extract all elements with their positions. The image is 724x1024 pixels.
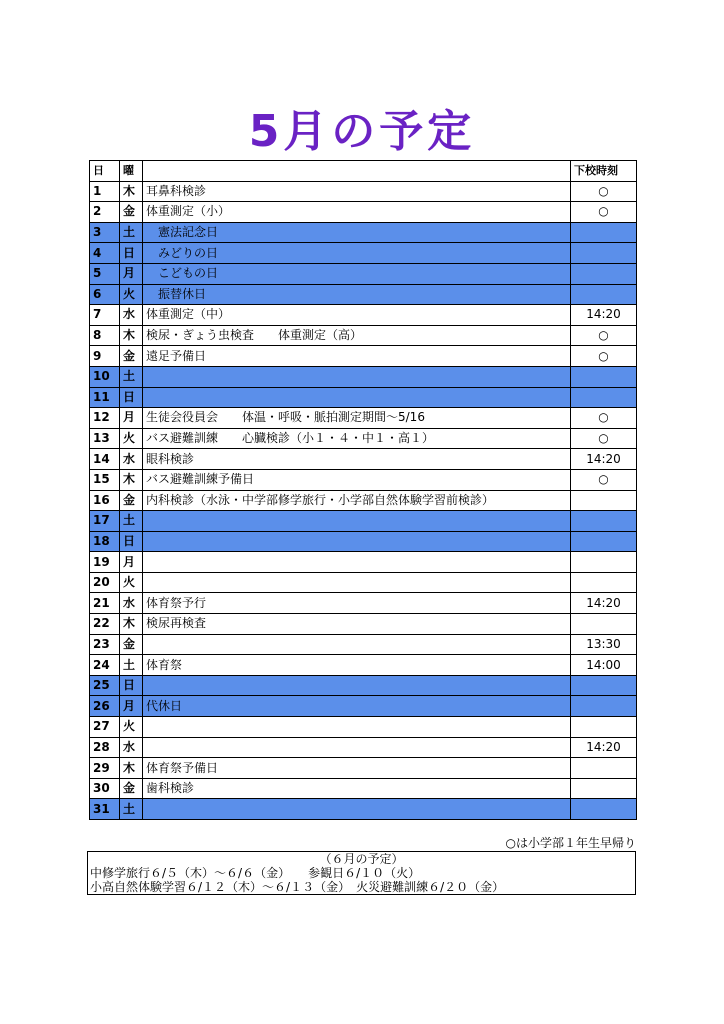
weekday-cell: 土 bbox=[120, 655, 143, 676]
table-row bbox=[90, 408, 637, 429]
event-cell: 検尿再検査 bbox=[143, 614, 571, 635]
table-row bbox=[90, 305, 637, 326]
dismissal-cell bbox=[571, 614, 637, 635]
table-row bbox=[90, 655, 637, 676]
table-row bbox=[90, 366, 637, 387]
event-cell bbox=[143, 511, 571, 532]
weekday-cell: 日 bbox=[120, 531, 143, 552]
day-cell: 10 bbox=[90, 366, 120, 387]
weekday-cell: 水 bbox=[120, 737, 143, 758]
table-row bbox=[90, 490, 637, 511]
table-row bbox=[90, 717, 637, 738]
dismissal-cell bbox=[571, 552, 637, 573]
event-cell: 生徒会役員会 体温・呼吸・脈拍測定期間～5/16 bbox=[143, 408, 571, 429]
day-cell: 21 bbox=[90, 593, 120, 614]
day-cell: 24 bbox=[90, 655, 120, 676]
weekday-cell: 日 bbox=[120, 387, 143, 408]
event-cell bbox=[143, 387, 571, 408]
weekday-cell: 火 bbox=[120, 284, 143, 305]
header-dismissal: 下校時刻 bbox=[571, 161, 637, 182]
table-row bbox=[90, 675, 637, 696]
dismissal-cell bbox=[571, 696, 637, 717]
day-cell: 11 bbox=[90, 387, 120, 408]
table-row bbox=[90, 696, 637, 717]
day-cell: 27 bbox=[90, 717, 120, 738]
dismissal-cell bbox=[571, 717, 637, 738]
day-cell: 4 bbox=[90, 243, 120, 264]
table-row bbox=[90, 428, 637, 449]
table-row bbox=[90, 243, 637, 264]
day-cell: 16 bbox=[90, 490, 120, 511]
weekday-cell: 土 bbox=[120, 511, 143, 532]
dismissal-cell: ○ bbox=[571, 408, 637, 429]
dismissal-cell: ○ bbox=[571, 346, 637, 367]
dismissal-cell bbox=[571, 284, 637, 305]
dismissal-cell bbox=[571, 243, 637, 264]
dismissal-cell bbox=[571, 531, 637, 552]
dismissal-cell: ○ bbox=[571, 202, 637, 223]
weekday-cell: 月 bbox=[120, 408, 143, 429]
day-cell: 15 bbox=[90, 469, 120, 490]
weekday-cell: 木 bbox=[120, 614, 143, 635]
dismissal-cell: ○ bbox=[571, 181, 637, 202]
weekday-cell: 水 bbox=[120, 449, 143, 470]
day-cell: 14 bbox=[90, 449, 120, 470]
event-cell bbox=[143, 366, 571, 387]
dismissal-cell bbox=[571, 572, 637, 593]
table-row bbox=[90, 449, 637, 470]
weekday-cell: 木 bbox=[120, 758, 143, 779]
dismissal-cell: ○ bbox=[571, 325, 637, 346]
dismissal-cell: 13:30 bbox=[571, 634, 637, 655]
day-cell: 30 bbox=[90, 778, 120, 799]
schedule-table bbox=[89, 160, 637, 820]
day-cell: 29 bbox=[90, 758, 120, 779]
weekday-cell: 金 bbox=[120, 202, 143, 223]
table-row bbox=[90, 737, 637, 758]
day-cell: 28 bbox=[90, 737, 120, 758]
table-row bbox=[90, 531, 637, 552]
table-row bbox=[90, 593, 637, 614]
june-line-2: 小高自然体験学習６/１２（木）～６/１３（金） 火災避難訓練６/２０（金） bbox=[90, 880, 505, 894]
event-cell: 体育祭 bbox=[143, 655, 571, 676]
event-cell bbox=[143, 717, 571, 738]
table-header-row bbox=[90, 161, 637, 182]
dismissal-cell bbox=[571, 799, 637, 820]
table-row bbox=[90, 387, 637, 408]
table-row bbox=[90, 634, 637, 655]
weekday-cell: 金 bbox=[120, 778, 143, 799]
event-cell bbox=[143, 675, 571, 696]
table-row bbox=[90, 614, 637, 635]
table-row bbox=[90, 469, 637, 490]
event-cell: 体育祭予行 bbox=[143, 593, 571, 614]
table-row bbox=[90, 511, 637, 532]
event-cell: こどもの日 bbox=[143, 263, 571, 284]
weekday-cell: 火 bbox=[120, 717, 143, 738]
table-row bbox=[90, 181, 637, 202]
weekday-cell: 土 bbox=[120, 222, 143, 243]
day-cell: 22 bbox=[90, 614, 120, 635]
day-cell: 2 bbox=[90, 202, 120, 223]
event-cell bbox=[143, 552, 571, 573]
dismissal-cell bbox=[571, 511, 637, 532]
dismissal-cell bbox=[571, 758, 637, 779]
weekday-cell: 日 bbox=[120, 243, 143, 264]
weekday-cell: 火 bbox=[120, 428, 143, 449]
day-cell: 17 bbox=[90, 511, 120, 532]
weekday-cell: 水 bbox=[120, 305, 143, 326]
day-cell: 8 bbox=[90, 325, 120, 346]
table-row bbox=[90, 202, 637, 223]
dismissal-cell bbox=[571, 366, 637, 387]
event-cell: 体重測定（中） bbox=[143, 305, 571, 326]
day-cell: 23 bbox=[90, 634, 120, 655]
weekday-cell: 金 bbox=[120, 490, 143, 511]
event-cell: 遠足予備日 bbox=[143, 346, 571, 367]
event-cell: 眼科検診 bbox=[143, 449, 571, 470]
event-cell: 耳鼻科検診 bbox=[143, 181, 571, 202]
dismissal-cell: 14:00 bbox=[571, 655, 637, 676]
day-cell: 18 bbox=[90, 531, 120, 552]
event-cell: 体重測定（小） bbox=[143, 202, 571, 223]
dismissal-cell: ○ bbox=[571, 469, 637, 490]
table-row bbox=[90, 263, 637, 284]
event-cell bbox=[143, 634, 571, 655]
table-row bbox=[90, 284, 637, 305]
day-cell: 13 bbox=[90, 428, 120, 449]
dismissal-cell bbox=[571, 675, 637, 696]
dismissal-cell bbox=[571, 778, 637, 799]
weekday-cell: 月 bbox=[120, 696, 143, 717]
weekday-cell: 木 bbox=[120, 325, 143, 346]
day-cell: 1 bbox=[90, 181, 120, 202]
weekday-cell: 火 bbox=[120, 572, 143, 593]
day-cell: 3 bbox=[90, 222, 120, 243]
event-cell bbox=[143, 737, 571, 758]
dismissal-cell bbox=[571, 387, 637, 408]
weekday-cell: 金 bbox=[120, 346, 143, 367]
header-day: 日 bbox=[90, 161, 120, 182]
day-cell: 19 bbox=[90, 552, 120, 573]
day-cell: 7 bbox=[90, 305, 120, 326]
weekday-cell: 金 bbox=[120, 634, 143, 655]
event-cell bbox=[143, 799, 571, 820]
event-cell: バス避難訓練予備日 bbox=[143, 469, 571, 490]
dismissal-cell: 14:20 bbox=[571, 737, 637, 758]
event-cell: みどりの日 bbox=[143, 243, 571, 264]
event-cell: 振替休日 bbox=[143, 284, 571, 305]
dismissal-cell: ○ bbox=[571, 428, 637, 449]
day-cell: 5 bbox=[90, 263, 120, 284]
table-row bbox=[90, 346, 637, 367]
day-cell: 25 bbox=[90, 675, 120, 696]
day-cell: 31 bbox=[90, 799, 120, 820]
day-cell: 20 bbox=[90, 572, 120, 593]
page-title: 5月の予定 bbox=[248, 106, 476, 157]
table-row bbox=[90, 572, 637, 593]
event-cell: 体育祭予備日 bbox=[143, 758, 571, 779]
header-event bbox=[143, 161, 571, 182]
weekday-cell: 土 bbox=[120, 799, 143, 820]
dismissal-cell bbox=[571, 263, 637, 284]
weekday-cell: 日 bbox=[120, 675, 143, 696]
dismissal-cell: 14:20 bbox=[571, 305, 637, 326]
table-row bbox=[90, 799, 637, 820]
dismissal-cell: 14:20 bbox=[571, 449, 637, 470]
event-cell: 憲法記念日 bbox=[143, 222, 571, 243]
june-title: （６月の予定） bbox=[319, 852, 404, 866]
event-cell: バス避難訓練 心臓検診（小１・４・中１・高１） bbox=[143, 428, 571, 449]
day-cell: 9 bbox=[90, 346, 120, 367]
footnote: ○は小学部１年生早帰り bbox=[505, 836, 636, 850]
event-cell: 歯科検診 bbox=[143, 778, 571, 799]
june-line-1: 中修学旅行６/５（木）～６/６（金） 参観日６/１０（火） bbox=[90, 866, 421, 880]
header-dow: 曜 bbox=[120, 161, 143, 182]
weekday-cell: 水 bbox=[120, 593, 143, 614]
event-cell: 内科検診（水泳・中学部修学旅行・小学部自然体験学習前検診） bbox=[143, 490, 571, 511]
event-cell bbox=[143, 531, 571, 552]
table-row bbox=[90, 758, 637, 779]
event-cell bbox=[143, 572, 571, 593]
day-cell: 12 bbox=[90, 408, 120, 429]
weekday-cell: 月 bbox=[120, 552, 143, 573]
table-row bbox=[90, 222, 637, 243]
day-cell: 26 bbox=[90, 696, 120, 717]
table-row bbox=[90, 325, 637, 346]
june-schedule-box bbox=[87, 851, 636, 895]
table-row bbox=[90, 778, 637, 799]
table-row bbox=[90, 552, 637, 573]
dismissal-cell bbox=[571, 490, 637, 511]
day-cell: 6 bbox=[90, 284, 120, 305]
weekday-cell: 月 bbox=[120, 263, 143, 284]
weekday-cell: 木 bbox=[120, 181, 143, 202]
event-cell: 代休日 bbox=[143, 696, 571, 717]
dismissal-cell: 14:20 bbox=[571, 593, 637, 614]
weekday-cell: 木 bbox=[120, 469, 143, 490]
event-cell: 検尿・ぎょう虫検査 体重測定（高） bbox=[143, 325, 571, 346]
dismissal-cell bbox=[571, 222, 637, 243]
weekday-cell: 土 bbox=[120, 366, 143, 387]
